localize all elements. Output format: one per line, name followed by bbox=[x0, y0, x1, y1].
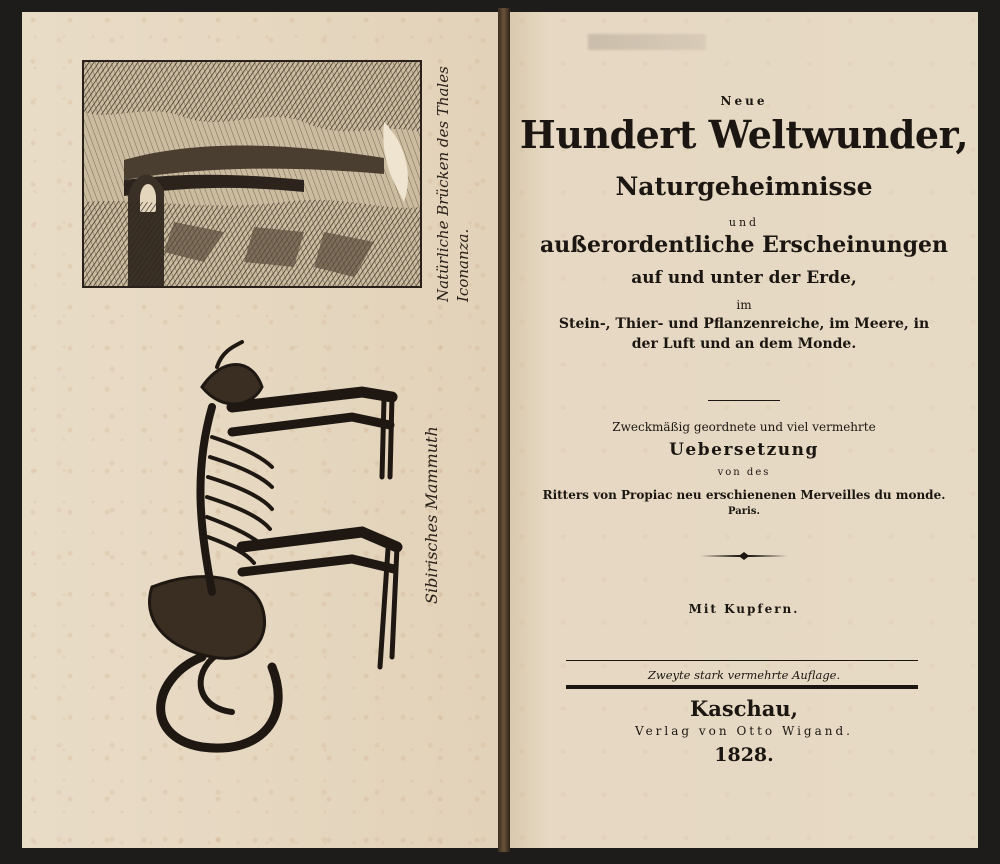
ornament-divider bbox=[700, 552, 788, 560]
left-page-frontispiece bbox=[22, 12, 498, 848]
engraving-caption-line1: Natürliche Brücken des Thales bbox=[434, 66, 452, 302]
edition-rule-bottom bbox=[566, 685, 918, 689]
skeleton-caption: Sibirisches Mammuth bbox=[422, 426, 441, 604]
right-page-title bbox=[510, 12, 978, 848]
mit-kupfern: Mit Kupfern. bbox=[688, 602, 800, 616]
edition-statement: Zweyte stark vermehrte Auflage. bbox=[647, 668, 841, 682]
realms-line-1: Stein-, Thier- und Pflanzenreiche, im Meere, in bbox=[558, 316, 930, 332]
edition-rule-top bbox=[566, 660, 918, 661]
uebersetzung-heading: Uebersetzung bbox=[669, 440, 819, 460]
realms-line-2: der Luft und an dem Monde. bbox=[631, 336, 857, 352]
publisher: Verlag von Otto Wigand. bbox=[635, 724, 853, 738]
bridge-engraving-image bbox=[84, 62, 420, 286]
title-ausserordentliche: außerordentliche Erscheinungen bbox=[540, 232, 948, 258]
title-neue: Neue bbox=[720, 94, 768, 108]
main-title: Hundert Weltwunder, bbox=[519, 112, 969, 157]
subtitle: Naturgeheimnisse bbox=[615, 172, 873, 201]
publication-year: 1828. bbox=[714, 744, 774, 766]
natural-bridge-engraving bbox=[82, 60, 422, 288]
short-divider bbox=[708, 400, 780, 401]
library-stamp bbox=[588, 34, 706, 50]
paris-line: Paris. bbox=[728, 506, 760, 517]
von-des-line: von des bbox=[717, 467, 771, 478]
publication-place: Kaschau, bbox=[690, 696, 798, 721]
engraving-caption-line2: Iconanza. bbox=[454, 228, 472, 302]
zweckmaessig-line: Zweckmäßig geordnete und viel vermehrte bbox=[612, 420, 876, 434]
title-auf-und-unter: auf und unter der Erde, bbox=[631, 268, 857, 288]
ritters-line: Ritters von Propiac neu erschienenen Merveilles du monde. bbox=[542, 488, 946, 502]
book-gutter bbox=[498, 8, 510, 852]
word-im: im bbox=[736, 298, 752, 312]
mammoth-skeleton-illustration bbox=[122, 337, 412, 757]
conjunction-und: und bbox=[728, 216, 760, 229]
